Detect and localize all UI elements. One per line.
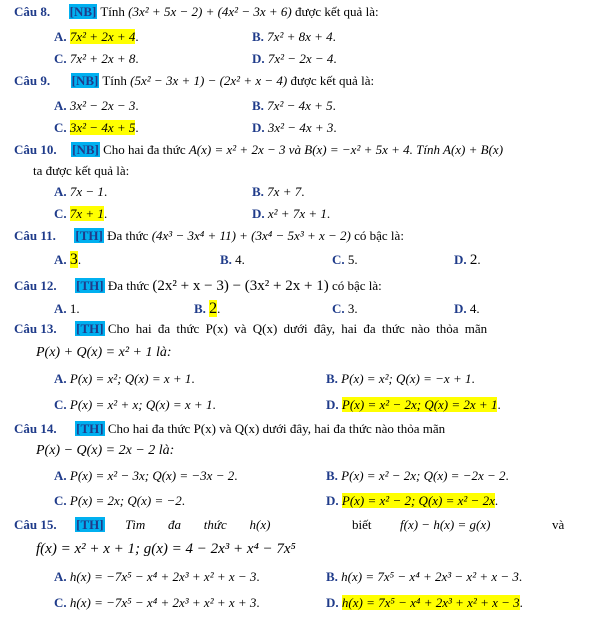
answer-text: 2 [469, 252, 478, 268]
answer-suffix: . [77, 252, 82, 267]
answer-b[interactable] [326, 370, 475, 388]
answer-suffix: . [354, 252, 358, 267]
question-9 [14, 72, 374, 90]
answer-text: 3 [347, 301, 355, 316]
answer-suffix: . [256, 595, 260, 610]
answer-text: 3 [69, 251, 78, 268]
answer-label: D. [326, 493, 339, 508]
question-12 [14, 277, 382, 295]
answer-text: 7x² − 2x − 4 [267, 51, 334, 66]
answer-text: 7x² + 8x + 4 [267, 29, 333, 44]
question-text-after: được kết quả là: [290, 73, 375, 88]
answer-label: D. [252, 206, 265, 221]
answer-suffix: . [505, 468, 509, 483]
answer-text: h(x) = −7x⁵ − x⁴ + 2x³ + x² + x + 3 [69, 595, 257, 610]
level-tag: [TH] [75, 228, 103, 243]
answer-suffix: . [332, 98, 336, 113]
level-tag: [NB] [69, 4, 97, 19]
answer-label: A. [54, 301, 67, 316]
answer-b[interactable] [252, 183, 304, 201]
level-tag: [TH] [76, 278, 104, 293]
question-expression: (5x² − 3x + 1) − (2x² + x − 4) [130, 73, 288, 88]
answer-label: D. [454, 252, 467, 267]
question-text: Đa thức [107, 228, 149, 243]
question-15-continuation: f(x) = x² + x + 1; g(x) = 4 − 2x³ + x⁴ − 7x⁵ [36, 541, 296, 557]
answer-suffix: . [332, 29, 336, 44]
question-text: Tính [102, 73, 127, 88]
level-tag: [NB] [71, 73, 99, 88]
answer-text: P(x) = x²; Q(x) = x + 1 [69, 371, 192, 386]
answer-text: 7x² + 2x + 8 [69, 51, 136, 66]
answer-suffix: . [354, 301, 358, 316]
answer-suffix: . [256, 569, 260, 584]
question-number: Câu 14. [14, 421, 57, 436]
answer-label: D. [252, 51, 265, 66]
question-13 [14, 320, 487, 338]
answer-text: P(x) = x² + x; Q(x) = x + 1 [69, 397, 213, 412]
question-10-continuation: ta được kết quả là: [33, 163, 130, 178]
answer-label: C. [54, 51, 67, 66]
answer-suffix: . [518, 569, 523, 584]
answer-suffix: . [191, 371, 195, 386]
question-text: Tính [100, 4, 125, 19]
answer-text: x² + 7x + 1 [267, 206, 327, 221]
answer-label: B. [326, 371, 338, 386]
question-14 [14, 420, 445, 438]
question-number: Câu 13. [14, 321, 57, 336]
question-text: Cho hai đa thức [103, 142, 186, 157]
answer-c[interactable] [54, 594, 260, 612]
question-8 [14, 3, 379, 21]
answer-label: B. [220, 252, 232, 267]
answer-d[interactable] [454, 300, 480, 318]
answer-suffix: . [103, 184, 108, 199]
answer-text: h(x) = −7x⁵ − x⁴ + 2x³ + x² + x − 3 [69, 569, 257, 584]
question-text: Tìm đa thức h(x) [125, 517, 271, 532]
answer-text: 4 [469, 301, 477, 316]
answer-c[interactable] [332, 300, 358, 318]
answer-suffix: . [212, 397, 216, 412]
answer-suffix: . [241, 252, 245, 267]
answer-suffix: . [333, 120, 337, 135]
question-10 [14, 141, 503, 159]
answer-text: P(x) = x² − 2x; Q(x) = −2x − 2 [341, 468, 506, 483]
answer-a[interactable] [54, 300, 80, 318]
answer-suffix: . [301, 184, 305, 199]
answer-text: 5 [347, 252, 355, 267]
level-tag: [NB] [72, 142, 99, 157]
question-15-mid: biết [352, 517, 372, 532]
question-15 [14, 516, 270, 534]
answer-suffix: . [477, 252, 481, 267]
answer-text: P(x) = x² − 2; Q(x) = x² − 2x [341, 493, 495, 508]
answer-label: D. [326, 397, 339, 412]
answer-b[interactable] [220, 251, 245, 269]
answer-c[interactable] [54, 492, 185, 510]
answer-label: D. [326, 595, 339, 610]
question-text-after: được kết quả là: [294, 4, 379, 19]
answer-text: P(x) = x²; Q(x) = −x + 1 [341, 371, 472, 386]
answer-text: 7x − 1 [69, 184, 104, 199]
answer-label: A. [54, 569, 67, 584]
answer-c[interactable] [54, 50, 139, 68]
answer-a[interactable] [54, 28, 139, 46]
answer-label: B. [194, 301, 206, 316]
answer-b[interactable] [326, 467, 509, 485]
answer-suffix: . [519, 595, 523, 610]
answer-suffix: . [494, 493, 499, 508]
level-tag: [TH] [76, 421, 104, 436]
answer-c[interactable] [54, 119, 139, 137]
question-number: Câu 8. [14, 4, 51, 19]
question-number: Câu 12. [14, 278, 57, 293]
answer-label: C. [54, 120, 67, 135]
answer-label: C. [332, 301, 345, 316]
answer-suffix: . [326, 206, 331, 221]
answer-label: C. [54, 493, 67, 508]
answer-b[interactable] [326, 568, 522, 586]
question-text-after: có bậc là: [331, 278, 382, 293]
answer-a[interactable] [54, 568, 260, 586]
answer-label: B. [252, 184, 264, 199]
answer-suffix: . [217, 301, 221, 316]
answer-d[interactable] [326, 594, 523, 612]
level-tag: [TH] [76, 517, 104, 532]
answer-label: B. [326, 468, 338, 483]
answer-text: 4 [235, 252, 242, 267]
answer-text: 3x² − 2x − 3 [69, 98, 136, 113]
answer-suffix: . [135, 29, 139, 44]
answer-suffix: . [234, 468, 238, 483]
answer-text: 2 [209, 300, 218, 317]
answer-label: A. [54, 98, 67, 113]
question-expression: A(x) = x² + 2x − 3 và B(x) = −x² + 5x + 4 [188, 142, 410, 157]
answer-text: 3x² − 4x + 3 [267, 120, 334, 135]
question-text: Cho hai đa thức P(x) và Q(x) dưới đây, hai đa thức nào thỏa mãn [107, 321, 488, 336]
answer-label: B. [252, 98, 264, 113]
answer-suffix: . [135, 98, 139, 113]
question-number: Câu 10. [14, 142, 57, 157]
question-number: Câu 11. [14, 228, 56, 243]
answer-a[interactable] [54, 251, 81, 269]
answer-d[interactable] [326, 396, 501, 414]
question-expression: (4x³ − 3x⁴ + 11) + (3x⁴ − 5x³ + x − 2) [151, 228, 351, 243]
answer-d[interactable] [454, 251, 481, 269]
answer-text: P(x) = 2x; Q(x) = −2 [69, 493, 182, 508]
answer-suffix: . [476, 301, 480, 316]
answer-suffix: . [181, 493, 185, 508]
answer-text: 3x² − 4x + 5 [69, 120, 136, 135]
answer-d[interactable] [252, 50, 337, 68]
question-number: Câu 9. [14, 73, 51, 88]
question-number: Câu 15. [14, 517, 57, 532]
answer-d[interactable] [252, 205, 330, 223]
answer-suffix: . [497, 397, 501, 412]
answer-text: 7x + 1 [69, 206, 104, 221]
answer-label: A. [54, 184, 67, 199]
answer-suffix: . [333, 51, 337, 66]
answer-a[interactable] [54, 97, 139, 115]
question-text: Cho hai đa thức P(x) và Q(x) dưới đây, hai đa thức nào thỏa mãn [107, 421, 446, 436]
answer-d[interactable] [252, 119, 337, 137]
answer-text: P(x) = x² − 2x; Q(x) = 2x + 1 [341, 397, 498, 412]
answer-c[interactable] [54, 396, 216, 414]
level-tag: [TH] [76, 321, 104, 336]
answer-b[interactable] [194, 300, 220, 318]
question-expression: (2x² + x − 3) − (3x² + 2x + 1) [152, 278, 329, 294]
answer-label: A. [54, 252, 67, 267]
answer-text: h(x) = 7x⁵ − x⁴ + 2x³ + x² + x − 3 [341, 595, 520, 610]
question-15-expression: f(x) − h(x) = g(x) [400, 517, 491, 532]
answer-label: B. [326, 569, 338, 584]
answer-d[interactable] [326, 492, 498, 510]
question-15-and: và [552, 517, 565, 532]
answer-text: 7x² − 4x + 5 [267, 98, 333, 113]
answer-label: B. [252, 29, 264, 44]
answer-a[interactable] [54, 183, 107, 201]
question-13-continuation: P(x) + Q(x) = x² + 1 là: [36, 345, 172, 360]
answer-c[interactable] [332, 251, 358, 269]
question-14-continuation: P(x) − Q(x) = 2x − 2 là: [36, 443, 175, 458]
question-expression: (3x² + 5x − 2) + (4x² − 3x + 6) [128, 4, 292, 19]
answer-text: P(x) = x² − 3x; Q(x) = −3x − 2 [69, 468, 235, 483]
answer-text: 1 [69, 301, 77, 316]
question-11 [14, 227, 404, 245]
answer-label: D. [454, 301, 467, 316]
answer-text: 7x + 7 [267, 184, 302, 199]
answer-label: C. [54, 397, 67, 412]
answer-suffix: . [103, 206, 108, 221]
answer-suffix: . [76, 301, 80, 316]
answer-a[interactable] [54, 370, 195, 388]
answer-label: C. [54, 595, 67, 610]
answer-label: C. [332, 252, 345, 267]
question-text-after: . Tính A(x) + B(x) [409, 142, 504, 157]
answer-label: C. [54, 206, 67, 221]
answer-label: D. [252, 120, 265, 135]
answer-text: h(x) = 7x⁵ − x⁴ + 2x³ − x² + x − 3 [341, 569, 519, 584]
question-text-after: có bậc là: [354, 228, 404, 243]
question-text: Đa thức [107, 278, 150, 293]
answer-c[interactable] [54, 205, 107, 223]
answer-suffix: . [135, 51, 139, 66]
answer-suffix: . [471, 371, 475, 386]
answer-suffix: . [135, 120, 139, 135]
answer-a[interactable] [54, 467, 237, 485]
answer-label: A. [54, 29, 67, 44]
answer-b[interactable] [252, 97, 336, 115]
answer-b[interactable] [252, 28, 336, 46]
answer-text: 7x² + 2x + 4 [69, 29, 136, 44]
answer-label: A. [54, 468, 67, 483]
answer-label: A. [54, 371, 67, 386]
